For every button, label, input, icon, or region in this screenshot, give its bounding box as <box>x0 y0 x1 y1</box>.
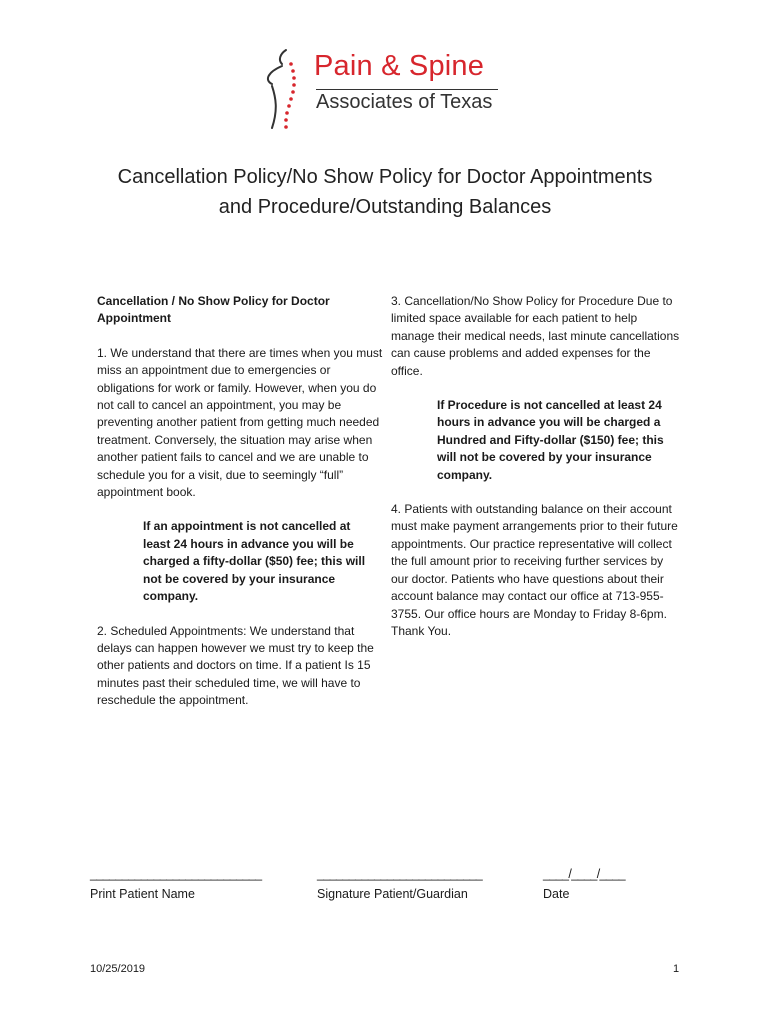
date-label: Date <box>543 887 570 901</box>
right-column <box>391 293 681 640</box>
logo-divider <box>316 89 498 90</box>
signature-field[interactable] <box>317 864 482 904</box>
left-column <box>97 293 389 710</box>
footer-date: 10/25/2019 <box>90 963 146 975</box>
policy-paragraph-3: 3. Cancellation/No Show Policy for Procedure Due to limited space available for each patient to help manage their medical needs, last minute cancellations can cause problems and added expenses for the office. <box>391 294 680 378</box>
practice-logo <box>258 44 518 136</box>
signature-line[interactable]: __________________________ <box>317 867 483 881</box>
procedure-fee-notice: If Procedure is not cancelled at least 24 hours in advance you will be charged a Hundred and Fifty-dollar ($150) fee; this will not be covered by your insurance company. <box>437 398 664 482</box>
print-name-label: Print Patient Name <box>90 887 195 901</box>
spine-figure-icon <box>258 44 318 136</box>
title-line-1: Cancellation Policy/No Show Policy for Doctor Appointments <box>117 166 653 188</box>
signature-label: Signature Patient/Guardian <box>317 887 468 901</box>
title-line-2: and Procedure/Outstanding Balances <box>218 196 552 218</box>
doctor-policy-heading: Cancellation / No Show Policy for Doctor Appointment <box>97 294 330 326</box>
policy-paragraph-4: 4. Patients with outstanding balance on their account must make payment arrangements prior to their future appointments. Our practice representative will collect the full amount prior to receiving further services by our doctor. Patients who have questions about their account balance may contact our office at 713-955-3755. Our office hours are Monday to Friday 8-6pm. Thank You. <box>391 502 678 638</box>
policy-paragraph-1: 1. We understand that there are times when you must miss an appointment due to emergencies or obligations for work or family. However, when you do not call to cancel an appointment, you may be preventing another patient from getting much needed treatment. Conversely, the situation may arise when another patient fails to cancel and we are unable to schedule you for a visit, due to seemingly “full” appointment book. <box>97 345 383 500</box>
logo-name: Pain & Spine <box>314 50 485 82</box>
date-line[interactable]: ____/____/____ <box>543 867 625 881</box>
doctor-fee-notice: If an appointment is not cancelled at least 24 hours in advance you will be charged a fifty-dollar ($50) fee; this will not be covered by your insurance company. <box>143 519 366 604</box>
page-number: 1 <box>673 963 680 975</box>
logo-subtitle: Associates of Texas <box>316 91 493 113</box>
print-name-line[interactable]: ___________________________ <box>90 867 262 881</box>
date-field[interactable] <box>543 864 625 904</box>
document-title <box>60 162 710 222</box>
policy-paragraph-2: 2. Scheduled Appointments: We understand that delays can happen however we must try to keep the other patients and doctors on time. If a patient Is 15 minutes past their scheduled time, we will have to reschedule the appointment. <box>97 623 374 708</box>
print-name-field[interactable] <box>90 864 262 904</box>
